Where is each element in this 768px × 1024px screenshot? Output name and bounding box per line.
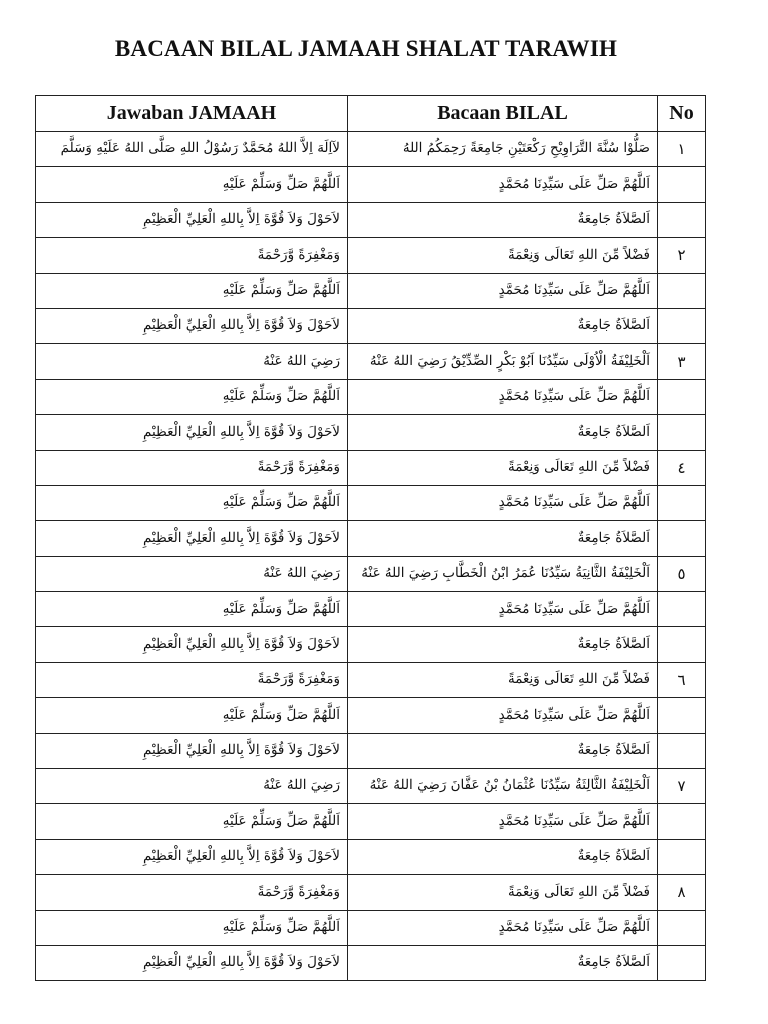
- header-no: No: [658, 96, 706, 132]
- bacaan-bilal-cell: اَلصَّلاَةُ جَامِعَةٌ: [348, 415, 658, 450]
- bacaan-bilal-cell: اَلصَّلاَةُ جَامِعَةٌ: [348, 627, 658, 662]
- table-row: [36, 132, 706, 167]
- row-number-cell: ١: [658, 132, 706, 167]
- jawaban-jamaah-cell: رَضِيَ اللهُ عَنْهُ: [36, 344, 348, 379]
- table-row: [36, 450, 706, 485]
- row-number-cell: ٤: [658, 450, 706, 485]
- bacaan-bilal-cell: اَللَّهُمَّ صَلِّ عَلَى سَيِّدِنَا مُحَمَّدٍ: [348, 379, 658, 414]
- table-row: [36, 769, 706, 804]
- row-number-cell: [658, 415, 706, 450]
- table-row: [36, 238, 706, 273]
- table-row: [36, 415, 706, 450]
- jawaban-jamaah-cell: اَللَّهُمَّ صَلِّ وَسَلِّمْ عَلَيْهِ: [36, 379, 348, 414]
- row-number-cell: [658, 379, 706, 414]
- bacaan-bilal-cell: اَلْخَلِيْفَةُ الثَّانِيَةُ سَيِّدُنَا عُمَرُ ابْنُ الْخَطَّابِ رَضِيَ اللهُ عَنْهُ: [348, 556, 658, 591]
- table-row: [36, 379, 706, 414]
- bacaan-bilal-cell: اَلْخَلِيْفَةُ الثَّالِثَةُ سَيِّدُنَا عُثْمَانُ بْنُ عَفَّانَ رَضِيَ اللهُ عَنْهُ: [348, 769, 658, 804]
- row-number-cell: [658, 839, 706, 874]
- bacaan-bilal-cell: فَضْلاً مِّنَ اللهِ تَعَالَى وَنِعْمَةً: [348, 450, 658, 485]
- jawaban-jamaah-cell: اَللَّهُمَّ صَلِّ وَسَلِّمْ عَلَيْهِ: [36, 167, 348, 202]
- row-number-cell: [658, 733, 706, 768]
- table-row: [36, 662, 706, 697]
- row-number-cell: [658, 592, 706, 627]
- row-number-cell: [658, 273, 706, 308]
- jawaban-jamaah-cell: لاَحَوْلَ وَلاَ قُوَّةَ اِلاَّ بِاللهِ الْعَلِيِّ الْعَظِيْمِ: [36, 308, 348, 343]
- jawaban-jamaah-cell: لاَحَوْلَ وَلاَ قُوَّةَ اِلاَّ بِاللهِ الْعَلِيِّ الْعَظِيْمِ: [36, 945, 348, 980]
- table-row: [36, 839, 706, 874]
- row-number-cell: [658, 485, 706, 520]
- row-number-cell: [658, 910, 706, 945]
- bacaan-bilal-cell: صَلُّوْا سُنَّةَ التَّرَاوِيْحِ رَكْعَتَيْنِ جَامِعَةً رَحِمَكُمُ اللهُ: [348, 132, 658, 167]
- row-number-cell: ٣: [658, 344, 706, 379]
- table-row: [36, 521, 706, 556]
- bacaan-bilal-cell: اَللَّهُمَّ صَلِّ عَلَى سَيِّدِنَا مُحَمَّدٍ: [348, 804, 658, 839]
- jawaban-jamaah-cell: وَمَغْفِرَةً وَّرَحْمَةً: [36, 238, 348, 273]
- jawaban-jamaah-cell: اَللَّهُمَّ صَلِّ وَسَلِّمْ عَلَيْهِ: [36, 273, 348, 308]
- bacaan-bilal-cell: فَضْلاً مِّنَ اللهِ تَعَالَى وَنِعْمَةً: [348, 662, 658, 697]
- document-title: BACAAN BILAL JAMAAH SHALAT TARAWIH: [114, 36, 618, 61]
- jawaban-jamaah-cell: لاَحَوْلَ وَلاَ قُوَّةَ اِلاَّ بِاللهِ الْعَلِيِّ الْعَظِيْمِ: [36, 733, 348, 768]
- bacaan-bilal-cell: اَلصَّلاَةُ جَامِعَةٌ: [348, 308, 658, 343]
- table-row: [36, 344, 706, 379]
- header-bacaan-bilal: Bacaan BILAL: [348, 96, 658, 132]
- bacaan-bilal-cell: فَضْلاً مِّنَ اللهِ تَعَالَى وَنِعْمَةً: [348, 238, 658, 273]
- table-row: [36, 733, 706, 768]
- header-jawaban-jamaah: Jawaban JAMAAH: [36, 96, 348, 132]
- row-number-cell: ٢: [658, 238, 706, 273]
- jawaban-jamaah-cell: اَللَّهُمَّ صَلِّ وَسَلِّمْ عَلَيْهِ: [36, 485, 348, 520]
- table-row: [36, 910, 706, 945]
- table-body: [36, 132, 706, 981]
- jawaban-jamaah-cell: اَللَّهُمَّ صَلِّ وَسَلِّمْ عَلَيْهِ: [36, 698, 348, 733]
- row-number-cell: [658, 804, 706, 839]
- bacaan-bilal-cell: اَللَّهُمَّ صَلِّ عَلَى سَيِّدِنَا مُحَمَّدٍ: [348, 485, 658, 520]
- row-number-cell: ٦: [658, 662, 706, 697]
- jawaban-jamaah-cell: لاَحَوْلَ وَلاَ قُوَّةَ اِلاَّ بِاللهِ الْعَلِيِّ الْعَظِيْمِ: [36, 202, 348, 237]
- row-number-cell: [658, 308, 706, 343]
- row-number-cell: [658, 698, 706, 733]
- row-number-cell: [658, 945, 706, 980]
- table-row: [36, 556, 706, 591]
- bacaan-bilal-cell: اَلْخَلِيْفَةُ الْاُوْلَى سَيِّدُنَا اَبُوْ بَكْرٍ الصِّدِّيْقُ رَضِيَ اللهُ عَنْهُ: [348, 344, 658, 379]
- row-number-cell: [658, 627, 706, 662]
- table-row: [36, 804, 706, 839]
- table-row: [36, 698, 706, 733]
- jawaban-jamaah-cell: لاَحَوْلَ وَلاَ قُوَّةَ اِلاَّ بِاللهِ الْعَلِيِّ الْعَظِيْمِ: [36, 627, 348, 662]
- jawaban-jamaah-cell: اَللَّهُمَّ صَلِّ وَسَلِّمْ عَلَيْهِ: [36, 592, 348, 627]
- table-row: [36, 273, 706, 308]
- bacaan-bilal-cell: اَللَّهُمَّ صَلِّ عَلَى سَيِّدِنَا مُحَمَّدٍ: [348, 273, 658, 308]
- table-row: [36, 167, 706, 202]
- bacaan-bilal-cell: اَلصَّلاَةُ جَامِعَةٌ: [348, 839, 658, 874]
- table-row: [36, 592, 706, 627]
- row-number-cell: ٨: [658, 875, 706, 910]
- jawaban-jamaah-cell: لاَحَوْلَ وَلاَ قُوَّةَ اِلاَّ بِاللهِ الْعَلِيِّ الْعَظِيْمِ: [36, 521, 348, 556]
- row-number-cell: ٧: [658, 769, 706, 804]
- jawaban-jamaah-cell: لاَحَوْلَ وَلاَ قُوَّةَ اِلاَّ بِاللهِ الْعَلِيِّ الْعَظِيْمِ: [36, 415, 348, 450]
- jawaban-jamaah-cell: وَمَغْفِرَةً وَّرَحْمَةً: [36, 662, 348, 697]
- bacaan-bilal-cell: اَلصَّلاَةُ جَامِعَةٌ: [348, 521, 658, 556]
- row-number-cell: ٥: [658, 556, 706, 591]
- jawaban-jamaah-cell: لآاِلَهَ اِلاَّ اللهُ مُحَمَّدٌ رَسُوْلُ اللهِ صَلَّى اللهُ عَلَيْهِ وَسَلَّمَ: [36, 132, 348, 167]
- table-row: [36, 485, 706, 520]
- jawaban-jamaah-cell: اَللَّهُمَّ صَلِّ وَسَلِّمْ عَلَيْهِ: [36, 910, 348, 945]
- bacaan-bilal-cell: اَللَّهُمَّ صَلِّ عَلَى سَيِّدِنَا مُحَمَّدٍ: [348, 167, 658, 202]
- table-header-row: [36, 96, 706, 132]
- table-row: [36, 627, 706, 662]
- bacaan-bilal-cell: اَلصَّلاَةُ جَامِعَةٌ: [348, 733, 658, 768]
- bacaan-table: [35, 95, 706, 981]
- jawaban-jamaah-cell: وَمَغْفِرَةً وَّرَحْمَةً: [36, 875, 348, 910]
- table-row: [36, 308, 706, 343]
- jawaban-jamaah-cell: رَضِيَ اللهُ عَنْهُ: [36, 556, 348, 591]
- table-row: [36, 875, 706, 910]
- jawaban-jamaah-cell: وَمَغْفِرَةً وَّرَحْمَةً: [36, 450, 348, 485]
- table-row: [36, 945, 706, 980]
- table-row: [36, 202, 706, 237]
- jawaban-jamaah-cell: لاَحَوْلَ وَلاَ قُوَّةَ اِلاَّ بِاللهِ الْعَلِيِّ الْعَظِيْمِ: [36, 839, 348, 874]
- bacaan-bilal-cell: اَللَّهُمَّ صَلِّ عَلَى سَيِّدِنَا مُحَمَّدٍ: [348, 910, 658, 945]
- jawaban-jamaah-cell: اَللَّهُمَّ صَلِّ وَسَلِّمْ عَلَيْهِ: [36, 804, 348, 839]
- bacaan-bilal-cell: اَللَّهُمَّ صَلِّ عَلَى سَيِّدِنَا مُحَمَّدٍ: [348, 592, 658, 627]
- bacaan-bilal-cell: اَلصَّلاَةُ جَامِعَةٌ: [348, 202, 658, 237]
- bacaan-bilal-cell: اَلصَّلاَةُ جَامِعَةٌ: [348, 945, 658, 980]
- row-number-cell: [658, 167, 706, 202]
- row-number-cell: [658, 202, 706, 237]
- row-number-cell: [658, 521, 706, 556]
- bacaan-bilal-cell: فَضْلاً مِّنَ اللهِ تَعَالَى وَنِعْمَةً: [348, 875, 658, 910]
- bacaan-bilal-cell: اَللَّهُمَّ صَلِّ عَلَى سَيِّدِنَا مُحَمَّدٍ: [348, 698, 658, 733]
- jawaban-jamaah-cell: رَضِيَ اللهُ عَنْهُ: [36, 769, 348, 804]
